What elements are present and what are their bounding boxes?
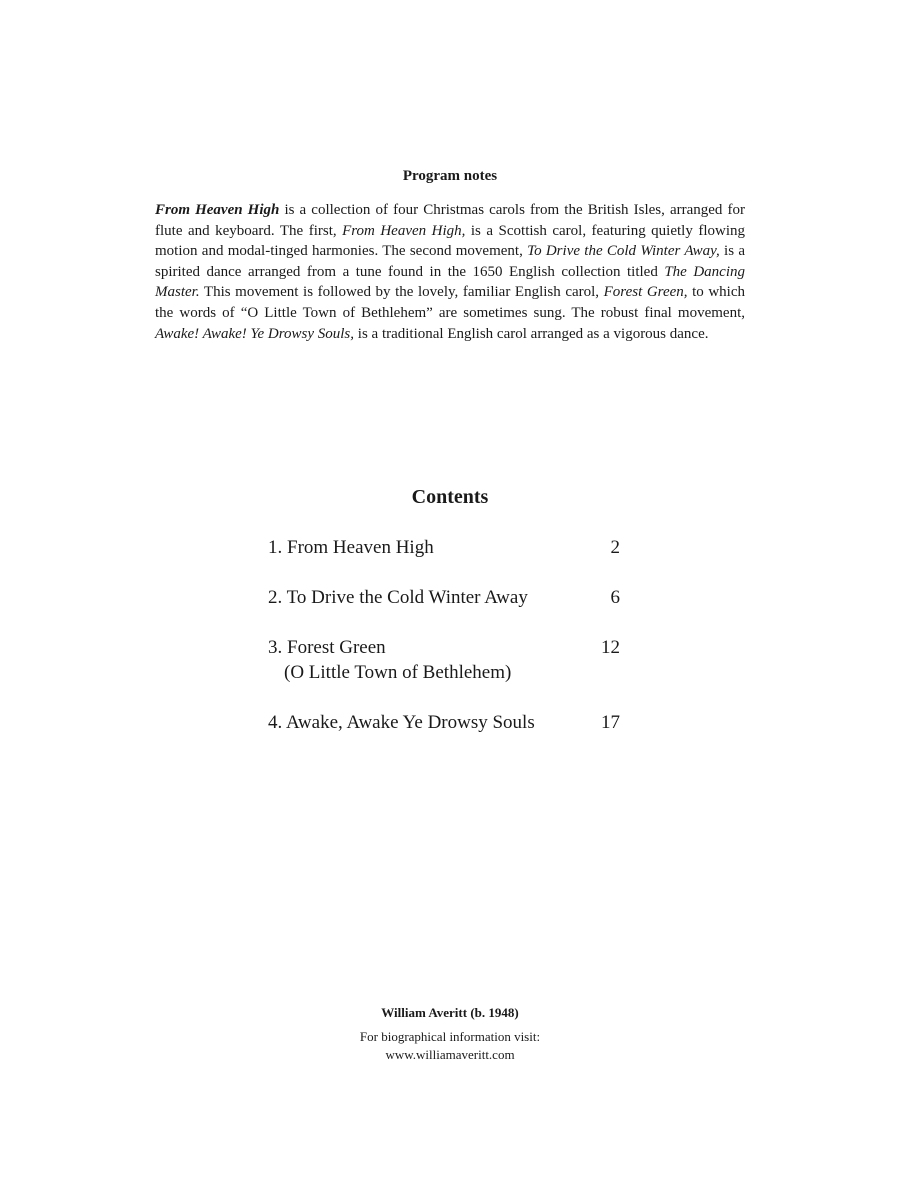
toc-item-label: 2. To Drive the Cold Winter Away — [268, 587, 528, 608]
toc-item-page: 2 — [610, 537, 620, 558]
toc-item-label: 4. Awake, Awake Ye Drowsy Souls — [268, 712, 535, 733]
notes-text-1: is a collection of four Christmas carols from the British Isles, arranged for flute and keyboard. The first, — [155, 202, 746, 239]
bio-line: For biographical information visit: — [359, 1029, 541, 1044]
toc-item-4 — [268, 710, 620, 735]
program-notes-title: Program notes — [402, 168, 498, 184]
notes-text-2: is a Scottish carol, featuring quietly flowing motion and modal-tinged harmonies. The second movement, — [155, 222, 745, 260]
notes-text-4: This movement is followed by the lovely, familiar English carol, — [199, 284, 604, 301]
notes-italic-4: Forest Green, — [603, 284, 688, 301]
notes-italic-5: Awake! Awake! Ye Drowsy Souls, — [155, 325, 355, 342]
toc-item-1 — [268, 535, 620, 560]
composer-info — [0, 1004, 900, 1064]
notes-italic-2: To Drive the Cold Winter Away, — [527, 243, 720, 260]
toc-item-page: 17 — [601, 712, 620, 733]
website-link[interactable]: www.williamaveritt.com — [385, 1047, 515, 1062]
table-of-contents — [268, 535, 620, 735]
toc-item-label: 1. From Heaven High — [268, 537, 434, 558]
toc-item-page: 6 — [610, 587, 620, 608]
notes-text-3: is a spirited dance arranged from a tune found in the 1650 English collection titled — [155, 243, 746, 280]
notes-text-6: is a traditional English carol arranged as a vigorous dance. — [354, 325, 709, 342]
toc-item-3-subtitle — [268, 660, 620, 685]
toc-item-sublabel: (O Little Town of Bethlehem) — [284, 662, 512, 683]
toc-item-label: 3. Forest Green — [268, 637, 386, 658]
notes-italic-1: From Heaven High, — [342, 222, 466, 239]
program-notes-text — [155, 200, 745, 344]
toc-item-page: 12 — [601, 637, 620, 658]
notes-text-5: to which the words of “O Little Town of Bethlehem” are sometimes sung. The robust final movement, — [155, 284, 745, 321]
notes-italic-3: The Dancing Master. — [155, 263, 745, 301]
composer-name: William Averitt (b. 1948) — [381, 1005, 519, 1020]
toc-item-2 — [268, 585, 620, 610]
contents-title: Contents — [411, 486, 489, 508]
work-title: From Heaven High — [155, 202, 280, 218]
toc-item-3 — [268, 635, 620, 660]
